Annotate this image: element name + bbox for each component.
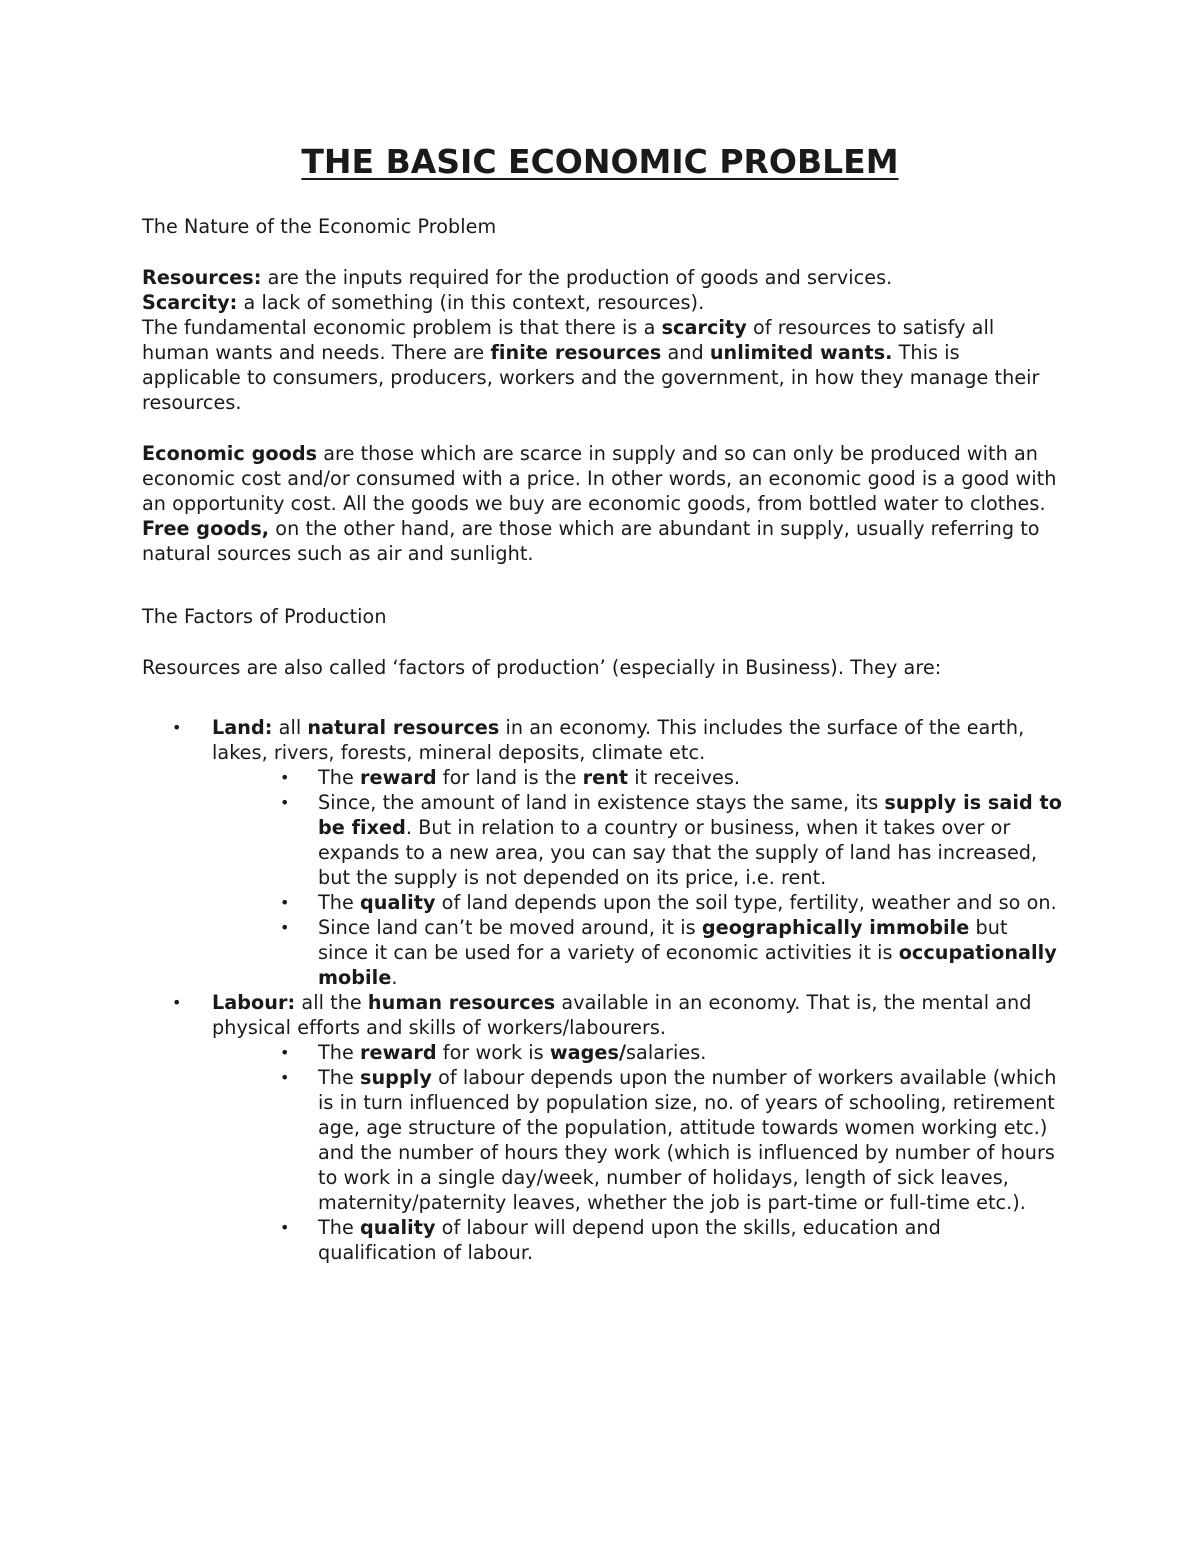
labour-term: Labour: bbox=[212, 991, 296, 1014]
bullet-icon: • bbox=[280, 793, 290, 812]
bullet-icon: • bbox=[280, 893, 290, 912]
economic-goods-term: Economic goods bbox=[142, 442, 318, 465]
land-term: Land: bbox=[212, 716, 273, 739]
land-sub-reward: • The reward for land is the rent it receives. bbox=[280, 766, 741, 789]
free-goods-term: Free goods, bbox=[142, 517, 270, 540]
bullet-icon: • bbox=[280, 918, 290, 937]
scarcity-term: Scarcity: bbox=[142, 291, 238, 314]
bullet-icon: • bbox=[280, 1218, 290, 1237]
bullet-icon: • bbox=[280, 1068, 290, 1087]
resources-definition: Resources: are the inputs required for the production of goods and services. bbox=[142, 266, 893, 289]
economic-goods-paragraph: Economic goods are those which are scarce in supply and so can only be produced with an economic cost and/or consumed with a price. In other words, an economic good is a good with an opportunity cost. All the goods we buy are economic goods, from bottled water to clothes. bbox=[142, 442, 1057, 515]
list-item-labour: • Labour: all the human resources available in an economy. That is, the mental and physical efforts and skills of workers/labourers. bbox=[172, 991, 1032, 1039]
land-sub-quality: • The quality of land depends upon the soil type, fertility, weather and so on. bbox=[280, 891, 1057, 914]
factors-list bbox=[142, 715, 1062, 1265]
section-heading-factors: The Factors of Production bbox=[142, 605, 387, 628]
land-sub-mobility: • Since land can’t be moved around, it is geographically immobile but since it can be used for a variety of economic activities it is occupationally mobile. bbox=[280, 916, 1057, 989]
document-title: THE BASIC ECONOMIC PROBLEM bbox=[301, 142, 899, 181]
bullet-icon: • bbox=[280, 1043, 290, 1062]
labour-sub-supply: • The supply of labour depends upon the number of workers available (which is in turn influenced by population size, no. of years of schooling, retirement age, age structure of the population, attitude towards women working etc.) and the number of hours they work (which is influenced by number of hours to work in a single day/week, number of holidays, length of sick leaves, maternity/paternity leaves, whether the job is part-time or full-time etc.). bbox=[280, 1066, 1057, 1214]
factors-intro: Resources are also called ‘factors of production’ (especially in Business). They are: bbox=[142, 656, 942, 679]
bullet-icon: • bbox=[172, 718, 182, 737]
land-sub-supply: • Since, the amount of land in existence stays the same, its supply is said to be fixed. But in relation to a country or business, when it takes over or expands to a new area, you can say that the supply of land has increased, but the supply is not depended on its price, i.e. rent. bbox=[280, 791, 1062, 889]
list-item-land: • Land: all natural resources in an economy. This includes the surface of the earth, lakes, rivers, forests, mineral deposits, climate etc. bbox=[172, 716, 1025, 764]
definitions-block bbox=[142, 265, 1062, 415]
labour-sub-reward: • The reward for work is wages/salaries. bbox=[280, 1041, 707, 1064]
bullet-icon: • bbox=[172, 993, 182, 1012]
fundamental-problem-paragraph: The fundamental economic problem is that there is a scarcity of resources to satisfy all human wants and needs. There are finite resources and unlimited wants. This is applicable to consumers, producers, workers and the government, in how they manage their resources. bbox=[142, 316, 1040, 414]
free-goods-paragraph: Free goods, on the other hand, are those which are abundant in supply, usually referring to natural sources such as air and sunlight. bbox=[142, 517, 1040, 565]
goods-block bbox=[142, 441, 1062, 566]
scarcity-definition: Scarcity: a lack of something (in this context, resources). bbox=[142, 291, 705, 314]
bullet-icon: • bbox=[280, 768, 290, 787]
section-heading-nature: The Nature of the Economic Problem bbox=[142, 215, 497, 238]
labour-sub-quality: • The quality of labour will depend upon the skills, education and qualification of labour. bbox=[280, 1216, 941, 1264]
resources-term: Resources: bbox=[142, 266, 262, 289]
